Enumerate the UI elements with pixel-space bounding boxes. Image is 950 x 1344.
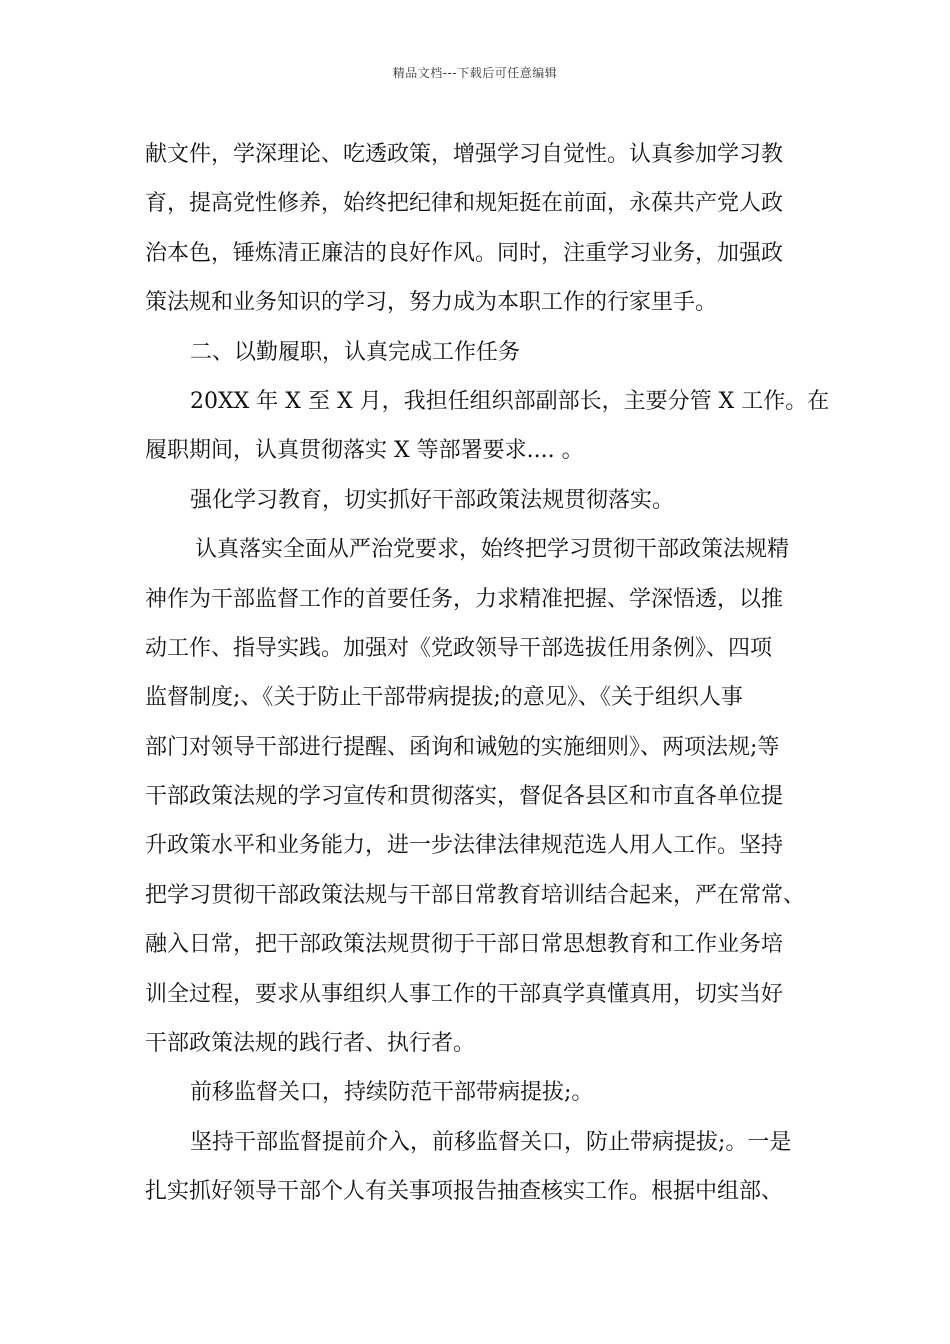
paragraph-line: 策法规和业务知识的学习，努力成为本职工作的行家里手。 bbox=[145, 290, 718, 316]
paragraph-line: 部门对领导干部进行提醒、函询和诫勉的实施细则》、两项法规;等 bbox=[145, 734, 780, 760]
paragraph-line: 升政策水平和业务能力，进一步法律法律规范选人用人工作。坚持 bbox=[145, 833, 784, 859]
paragraph-line: 干部政策法规的践行者、执行者。 bbox=[145, 1031, 476, 1057]
paragraph-line: 献文件，学深理论、吃透政策，增强学习自觉性。认真参加学习教 bbox=[145, 142, 784, 167]
paragraph-line: 神作为干部监督工作的首要任务，力求精准把握、学深悟透，以推 bbox=[145, 586, 784, 612]
subheading: 强化学习教育，切实抓好干部政策法规贯彻落实。 bbox=[190, 487, 675, 513]
paragraph-line: 融入日常，把干部政策法规贯彻于干部日常思想教育和工作业务培 bbox=[145, 932, 784, 958]
document-body bbox=[145, 130, 830, 1217]
page-header: 精品文档---下载后可任意编辑 bbox=[392, 66, 558, 80]
paragraph-line: 履职期间，认真贯彻落实 X 等部署要求.... 。 bbox=[145, 438, 584, 464]
paragraph-line: 监督制度;、《关于防止干部带病提拔;的意见》、《关于组织人事 bbox=[145, 685, 743, 711]
paragraph-line: 干部政策法规的学习宣传和贯彻落实，督促各县区和市直各单位提 bbox=[145, 784, 784, 810]
subheading: 前移监督关口，持续防范干部带病提拔;。 bbox=[190, 1080, 594, 1106]
paragraph-line: 20XX 年 X 至 X 月，我担任组织部副部长，主要分管 X 工作。在 bbox=[190, 388, 830, 414]
paragraph-line: 动工作、指导实践。加强对《党政领导干部选拔任用条例》、四项 bbox=[145, 635, 773, 661]
paragraph-line: 把学习贯彻干部政策法规与干部日常教育培训结合起来，严在常常、 bbox=[145, 882, 806, 908]
paragraph-line: 育，提高党性修养，始终把纪律和规矩挺在前面，永葆共产党人政 bbox=[145, 191, 784, 217]
paragraph-line: 扎实抓好领导干部个人有关事项报告抽查核实工作。根据中组部、 bbox=[145, 1179, 784, 1205]
section-heading: 二、以勤履职，认真完成工作任务 bbox=[190, 339, 521, 365]
paragraph-line: 治本色，锤炼清正廉洁的良好作风。同时，注重学习业务，加强政 bbox=[145, 240, 784, 266]
paragraph-line: 认真落实全面从严治党要求，始终把学习贯彻干部政策法规精 bbox=[195, 537, 790, 563]
paragraph-line: 训全过程，要求从事组织人事工作的干部真学真懂真用，切实当好 bbox=[145, 981, 784, 1007]
paragraph-line: 坚持干部监督提前介入，前移监督关口，防止带病提拔;。一是 bbox=[190, 1129, 792, 1155]
